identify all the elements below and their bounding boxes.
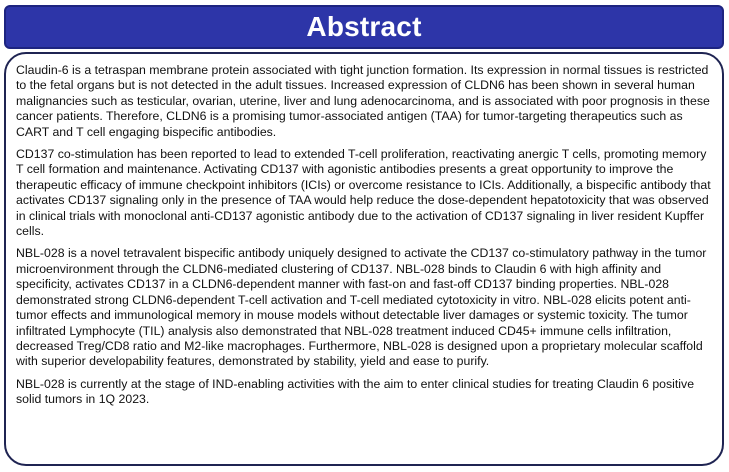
abstract-paragraph-4: NBL-028 is currently at the stage of IND-enabling activities with the aim to enter clinical studies for treating Claudin 6 positive solid tumors in 1Q 2023. bbox=[16, 376, 695, 407]
abstract-paragraph-3: NBL-028 is a novel tetravalent bispecific antibody uniquely designed to activate the CD137 co-stimulatory pathway in the tumor microenvironment through the CLDN6-mediated clustering of CD137. NBL-028 binds to Claudin 6 with high affinity and specificity, activates CD137 in a CLDN6-dependent manner with fast-on and fast-off CD137 binding properties. NBL-028 demonstrated strong CLDN6-dependent T-cell activation and T-cell mediated cytotoxicity in vitro. NBL-028 elicits potent anti-tumor effects and immunological memory in mouse models without detectable liver damages or systemic toxicity. The tumor infiltrated Lymphocyte (TIL) analysis also demonstrated that NBL-028 treatment induced CD45+ immune cells infiltration, decreased Treg/CD8 ratio and M2-like macrophages. Furthermore, NBL-028 is designed upon a proprietary molecular scaffold with superior developability features, demonstrated by stability, yield and ease to purify. bbox=[16, 246, 707, 369]
abstract-header bbox=[4, 5, 724, 49]
abstract-body bbox=[4, 52, 724, 466]
abstract-title: Abstract bbox=[306, 10, 422, 42]
abstract-paragraph-2: CD137 co-stimulation has been reported to lead to extended T-cell proliferation, reactivating anergic T cells, promoting memory T cell formation and maintenance. Activating CD137 with agonistic antibodies presents a great opportunity to improve the therapeutic efficacy of immune checkpoint inhibitors (ICIs) or overcome resistance to ICIs. Additionally, a bispecific antibody that activates CD137 signaling only in the presence of TAA would help reduce the dose-dependent hepatotoxicity that was observed in clinical trials with monoclonal anti-CD137 agonistic antibody due to the activation of CD137 signaling in liver resident Kupffer cells. bbox=[16, 147, 711, 239]
abstract-paragraph-1: Claudin-6 is a tetraspan membrane protein associated with tight junction formation. Its expression in normal tissues is restricted to the fetal organs but is not detected in the adult tissues. Increased expression of CLDN6 has been shown in several human malignancies such as testicular, ovarian, uterine, liver and lung adenocarcinoma, and is associated with poor prognosis in these cancer patients. Therefore, CLDN6 is a promising tumor-associated antigen (TAA) for tumor-targeting therapeutics such as CART and T cell engaging bispecific antibodies. bbox=[16, 63, 710, 139]
